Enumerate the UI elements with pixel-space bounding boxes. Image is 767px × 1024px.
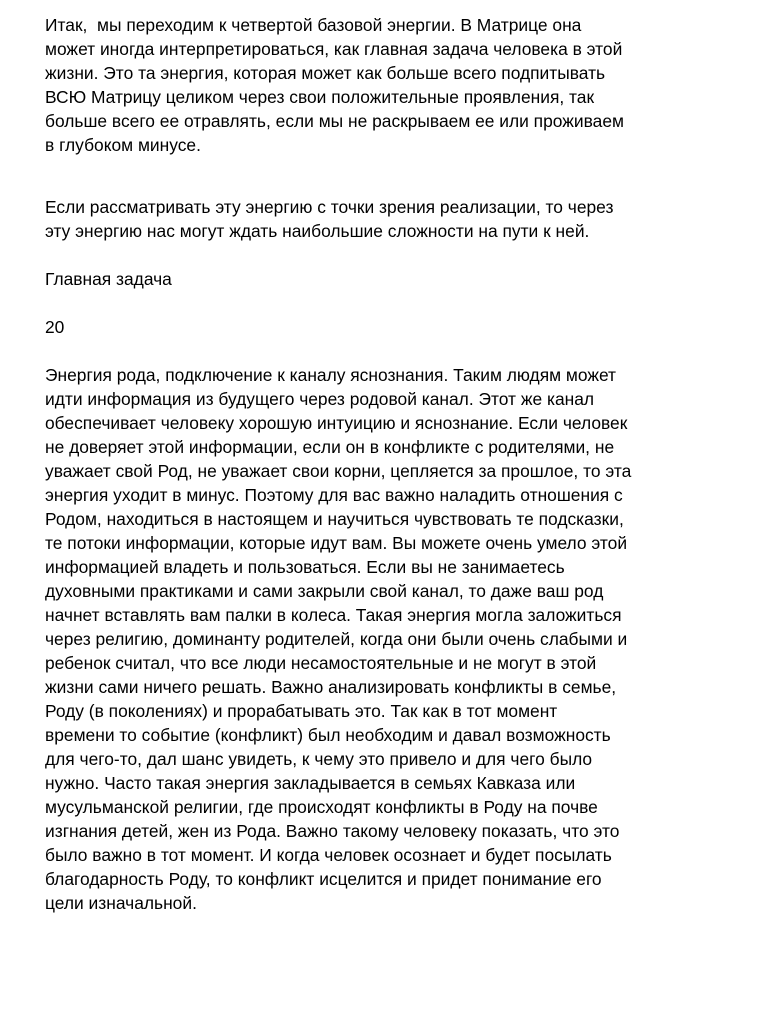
energy-description-paragraph: Энергия рода, подключение к каналу яснознания. Таким людям может идти информация из будущего через родовой канал. Этот же канал обеспечивает человеку хорошую интуицию и яснознание. Если человек не доверяет этой информации, если он в конфликте с родителями, не уважает свой Род, не уважает свои корни, цепляется за прошлое, то эта энергия уходит в минус. Поэтому для вас важно наладить отношения с Родом, находиться в настоящем и научиться чувствовать те подсказки, те потоки информации, которые идут вам. Вы можете очень умело этой информацией владеть и пользоваться. Если вы не занимаетесь духовными практиками и сами закрыли свой канал, то даже ваш род начнет вставлять вам палки в колеса. Такая энергия могла заложиться через религию, доминанту родителей, когда они были очень слабыми и ребенок считал, что все люди несамостоятельные и не могут в этой жизни сами ничего решать. Важно анализировать конфликты в семье, Роду (в поколениях) и прорабатывать это. Так как в тот момент времени то событие (конфликт) был необходим и давал возможность для чего-то, дал шанс увидеть, к чему это привело и для чего было нужно. Часто такая энергия закладывается в семьях Кавказа или мусульманской религии, где происходят конфликты в Роду на почве изгнания детей, жен из Рода. Важно такому человеку показать, что это было важно в тот момент. И когда человек осознает и будет посылать благодарность Роду, то конфликт исцелится и придет понимание его цели изначальной. xyxy=(45,365,632,913)
section-heading: Главная задача xyxy=(45,269,172,289)
realization-paragraph: Если рассматривать эту энергию с точки зрения реализации, то через эту энергию нас могут ждать наибольшие сложности на пути к ней. xyxy=(45,197,614,241)
energy-number: 20 xyxy=(45,317,65,337)
intro-paragraph: Итак, мы переходим к четвертой базовой энергии. В Матрице она может иногда интерпретироваться, как главная задача человека в этой жизни. Это та энергия, которая может как больше всего подпитывать ВСЮ Матрицу целиком через свои положительные проявления, так больше всего ее отравлять, если мы не раскрываем ее или проживаем в глубоком минусе. xyxy=(45,15,624,155)
